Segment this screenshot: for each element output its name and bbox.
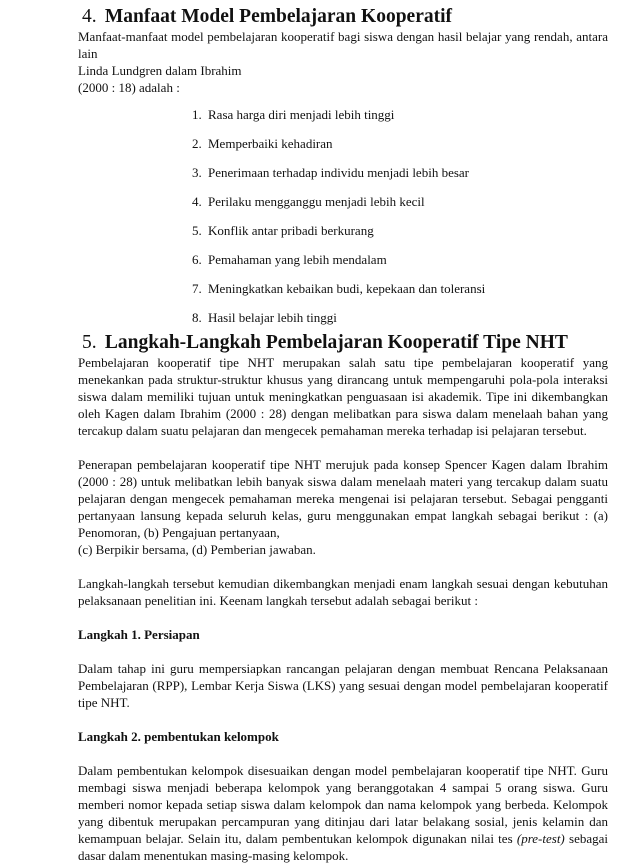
step-2-title: Langkah 2. pembentukan kelompok — [78, 729, 279, 744]
section-5-title: Langkah-Langkah Pembelajaran Kooperatif Tipe NHT — [104, 332, 568, 353]
section-4-intro — [78, 28, 608, 96]
document-page — [78, 6, 608, 864]
intro-line: (2000 : 18) adalah : — [78, 80, 180, 95]
paragraph-nht-application: Penerapan pembelajaran kooperatif tipe NHT merujuk pada konsep Spencer Kagen dalam Ibrahim (2000 : 28) untuk melibatkan lebih banyak siswa dalam menelaah materi yang tercakup dalam suatu pelajaran dengan mengecek pemahaman mereka mengenai isi pelajaran tersebut. Sebagai pengganti pertanyaan lansung kepada seluruh kelas, guru menggunakan empat langkah sebagai berikut : (a) Penomoran, (b) Pengajuan pertanyaan, — [78, 457, 608, 540]
section-5-number: 5. — [82, 332, 97, 353]
intro-line: Linda Lundgren dalam Ibrahim — [78, 63, 242, 78]
list-item: 5. Konflik antar pribadi berkurang — [192, 223, 374, 238]
step-1-title: Langkah 1. Persiapan — [78, 627, 200, 642]
paragraph-nht-application-cont: (c) Berpikir bersama, (d) Pemberian jawaban. — [78, 542, 316, 557]
paragraph-nht-definition: Pembelajaran kooperatif tipe NHT merupakan salah satu tipe pembelajaran kooperatif yang menekankan pada struktur-struktur khusus yang dirancang untuk mempengaruhi pola-pola interaksi siswa dalam memiliki tujuan untuk meningkatkan penguasaan isi akademik. Tipe ini dikembangkan oleh Kagen dalam Ibrahim (2000 : 28) dengan melibatkan para siswa dalam menelaah bahan yang tercakup dalam suatu pelajaran dan mengecek pemahaman mereka terhadap isi pelajaran tersebut. — [78, 355, 608, 438]
section-4-heading — [78, 6, 608, 28]
step-1-text: Dalam tahap ini guru mempersiapkan rancangan pelajaran dengan membuat Rencana Pelaksanaan Pembelajaran (RPP), Lembar Kerja Siswa (LKS) yang sesuai dengan model pembelajaran kooperatif tipe NHT. — [78, 661, 608, 710]
section-5-heading — [78, 332, 608, 354]
list-item: 3. Penerimaan terhadap individu menjadi lebih besar — [192, 165, 469, 180]
list-item: 7. Meningkatkan kebaikan budi, kepekaan dan toleransi — [192, 281, 486, 296]
section-4-title: Manfaat Model Pembelajaran Kooperatif — [104, 6, 453, 27]
list-item: 4. Perilaku mengganggu menjadi lebih kecil — [192, 194, 425, 209]
paragraph-six-steps: Langkah-langkah tersebut kemudian dikembangkan menjadi enam langkah sesuai dengan kebutuhan pelaksanaan penelitian ini. Keenam langkah tersebut adalah sebagai berikut : — [78, 576, 608, 608]
list-item: 6. Pemahaman yang lebih mendalam — [192, 252, 387, 267]
list-item: 1. Rasa harga diri menjadi lebih tinggi — [192, 107, 395, 122]
step-2-text-end: sebagai dasar dalam menentukan masing-masing kelompok. — [78, 831, 608, 863]
pre-test-term: (pre-test) — [516, 831, 565, 846]
step-2-text — [78, 762, 608, 864]
section-4-number: 4. — [82, 6, 97, 27]
benefits-list — [192, 100, 638, 332]
intro-line: Manfaat-manfaat model pembelajaran kooperatif bagi siswa dengan hasil belajar yang rendah, antara lain — [78, 29, 608, 61]
step-2-text-main: Dalam pembentukan kelompok disesuaikan dengan model pembelajaran kooperatif tipe NHT. Guru membagi siswa menjadi beberapa kelompok yang beranggotakan 4 sampai 5 orang siswa. Guru memberi nomor kepada setiap siswa dalam kelompok dan nama kelompok yang berbeda. Kelompok yang dibentuk merupakan percampuran yang ditinjau dari latar belakang sosial, jenis kelamin dan kemampuan belajar. Selain itu, dalam pembentukan kelompok digunakan nilai tes — [78, 763, 608, 846]
list-item: 2. Memperbaiki kehadiran — [192, 136, 333, 151]
list-item: 8. Hasil belajar lebih tinggi — [192, 310, 337, 325]
